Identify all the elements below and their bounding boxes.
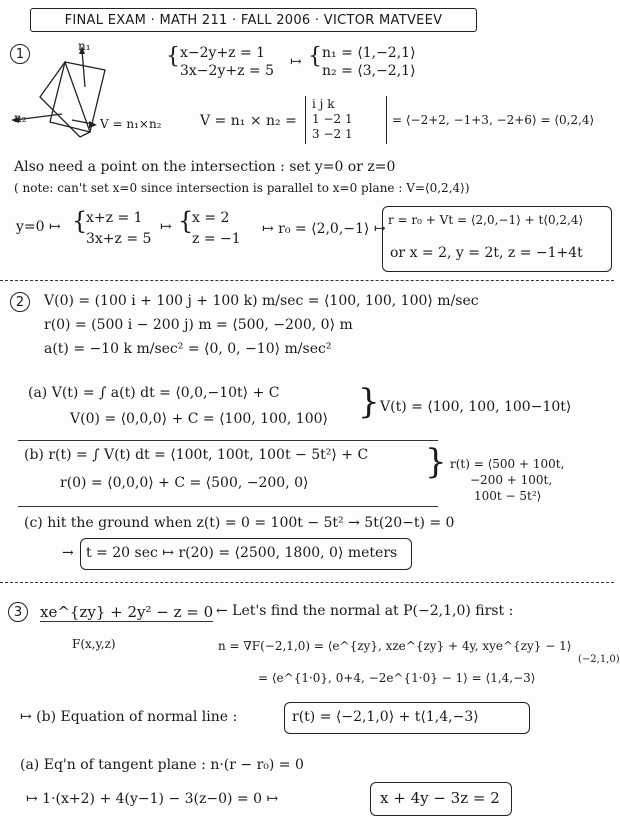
det-row-2: 1 −2 1 — [312, 112, 353, 126]
part-a-integral: (a) V(t) = ∫ a(t) dt = ⟨0,0,−10t⟩ + C — [28, 385, 280, 401]
parametric-answer: or x = 2, y = 2t, z = −1+4t — [390, 245, 583, 261]
cross-product-result: = ⟨−2+2, −1+3, −2+6⟩ = ⟨0,2,4⟩ — [392, 113, 595, 127]
also-need-point-text: Also need a point on the intersection : set y=0 or z=0 — [14, 159, 396, 175]
initial-velocity: V(0) = (100 i + 100 j + 100 k) m/sec = ⟨100, 100, 100⟩ m/sec — [44, 293, 479, 309]
n2-vector: n₂ = ⟨3,−2,1⟩ — [322, 63, 416, 79]
normal-line-answer: r(t) = ⟨−2,1,0⟩ + t⟨1,4,−3⟩ — [292, 709, 479, 725]
system-b-eq-2: 3x+z = 5 — [86, 231, 152, 247]
gradient-eval-point: (−2,1,0) — [578, 654, 620, 665]
solution-z: z = −1 — [192, 231, 241, 247]
position-result-2: −200 + 100t, — [470, 473, 553, 487]
system-eq-2: 3x−2y+z = 5 — [180, 63, 274, 79]
det-row-3: 3 −2 1 — [312, 127, 353, 141]
acceleration: a(t) = −10 k m/sec² = ⟨0, 0, −10⟩ m/sec² — [44, 341, 332, 357]
tangent-plane-answer: x + 4y − 3z = 2 — [380, 789, 500, 807]
brace-left-2: { — [308, 44, 322, 69]
determinant — [305, 96, 387, 144]
surface-equation: xe^{zy} + 2y² − z = 0 — [40, 603, 214, 621]
exam-header: FINAL EXAM · MATH 211 · FALL 2006 · VICTOR MATVEEV — [30, 8, 477, 32]
brace-right-b: } — [425, 442, 447, 482]
maps-arrow-2: ↦ — [160, 219, 172, 235]
line-equation-answer: r = r₀ + Vt = ⟨2,0,−1⟩ + t⟨0,2,4⟩ — [388, 213, 584, 227]
system-eq-1: x−2y+z = 1 — [180, 45, 266, 61]
y0-label: y=0 ↦ — [16, 219, 61, 235]
det-row-1: i j k — [312, 97, 335, 111]
part-a-initial: V(0) = ⟨0,0,0⟩ + C = ⟨100, 100, 100⟩ — [70, 411, 328, 427]
cross-product-lhs: V = n₁ × n₂ = — [200, 113, 297, 129]
diagram-n1-label: n₁ — [78, 39, 91, 53]
part-c-condition: (c) hit the ground when z(t) = 0 = 100t − 5t² → 5t(20−t) = 0 — [24, 515, 455, 531]
gradient-evaluated: = ⟨e^{1·0}, 0+4, −2e^{1·0} − 1⟩ = ⟨1,4,−3⟩ — [258, 671, 536, 685]
note-text: ( note: can't set x=0 since intersection is parallel to x=0 plane : V=⟨0,2,4⟩) — [14, 181, 470, 195]
tangent-plane-label: (a) Eq'n of tangent plane : n·(r − r₀) = 0 — [20, 757, 304, 773]
brace-left: { — [166, 44, 180, 69]
brace-right-a: } — [358, 382, 380, 422]
problem-number-2: 2 — [10, 292, 30, 312]
velocity-result: V(t) = ⟨100, 100, 100−10t⟩ — [380, 399, 572, 415]
r0-point: ↦ r₀ = ⟨2,0,−1⟩ ↦ — [262, 221, 386, 237]
divider-a-b — [18, 440, 438, 441]
tangent-plane-work: ↦ 1·(x+2) + 4(y−1) − 3(z−0) = 0 ↦ — [26, 791, 279, 807]
part-b-integral: (b) r(t) = ∫ V(t) dt = ⟨100t, 100t, 100t − 5t²⟩ + C — [24, 447, 369, 463]
diagram-v-label: V = n₁×n₂ — [100, 117, 162, 131]
diagram-n2-label: n₂ — [14, 111, 27, 125]
impact-answer: t = 20 sec ↦ r(20) = ⟨2500, 1800, 0⟩ meters — [86, 545, 398, 561]
f-xyz-label: F(x,y,z) — [72, 637, 116, 651]
position-result-1: r(t) = ⟨500 + 100t, — [450, 457, 565, 471]
divider-b-c — [18, 506, 438, 507]
initial-position: r(0) = (500 i − 200 j) m = ⟨500, −200, 0⟩ m — [44, 317, 353, 333]
part-b-initial: r(0) = ⟨0,0,0⟩ + C = ⟨500, −200, 0⟩ — [60, 475, 309, 491]
gradient-formula: n = ∇F(−2,1,0) = ⟨e^{zy}, xze^{zy} + 4y, xye^{zy} − 1⟩ — [218, 639, 572, 653]
maps-arrow: ↦ — [290, 54, 302, 70]
n1-vector: n₁ = ⟨1,−2,1⟩ — [322, 45, 416, 61]
problem-number-3: 3 — [8, 602, 28, 622]
section-divider-1 — [0, 280, 614, 281]
system-b-eq-1: x+z = 1 — [86, 210, 143, 226]
normal-line-label: ↦ (b) Equation of normal line : — [20, 709, 238, 725]
section-divider-2 — [0, 582, 614, 583]
part-c-arrow: → — [62, 545, 74, 561]
brace-left-4: { — [178, 207, 194, 235]
surface-note: ← Let's find the normal at P(−2,1,0) first : — [216, 603, 514, 619]
brace-left-3: { — [72, 207, 88, 235]
solution-x: x = 2 — [192, 210, 230, 226]
problem-number-1: 1 — [10, 44, 30, 64]
position-result-3: 100t − 5t²⟩ — [474, 489, 542, 503]
